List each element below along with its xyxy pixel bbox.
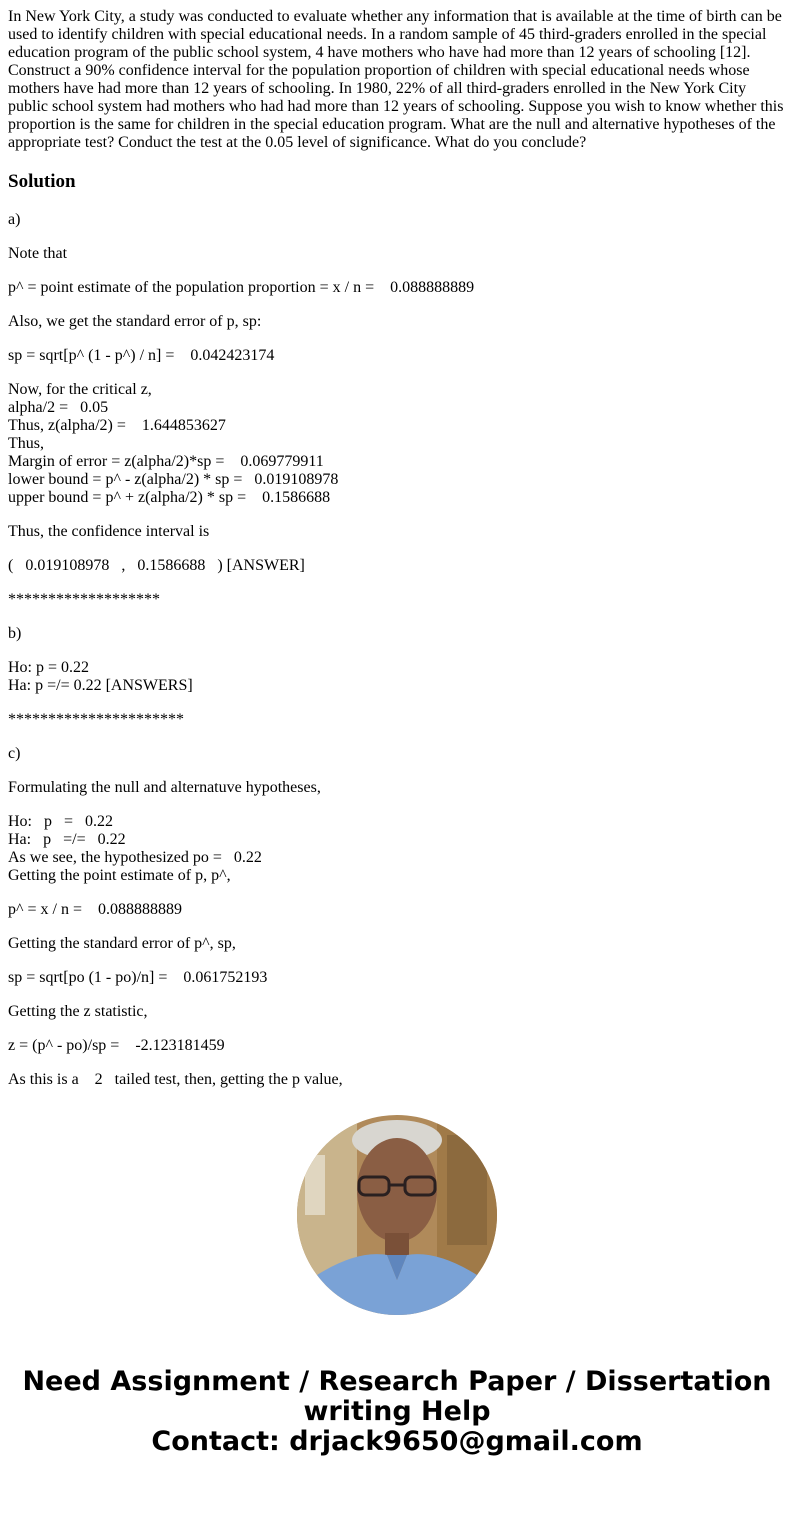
cta-contact: Contact: drjack9650@gmail.com [151,1426,643,1457]
assignment-help-banner [8,1367,786,1457]
separator: ******************* [8,591,160,608]
part-c-label: c) [8,745,21,762]
separator: ********************** [8,711,184,728]
part-a-note: Note that [8,245,68,262]
part-c-point-estimate: p^ = x / n = 0.088888889 [8,901,182,918]
part-c-formulating: Formulating the null and alternatuve hypotheses, [8,779,321,796]
question-text: In New York City, a study was conducted to evaluate whether any information that is available at the time of birth can be used to identify children with special educational needs. In a random sample of 45 third-graders enrolled in the special education program of the public school system, 4 have mothers who have had more than 12 years of schooling [12]. Construct a 90% confidence interval for the population proportion of children with special educational needs whose mothers have had more than 12 years of schooling. In 1980, 22% of all third-graders enrolled in the New York City public school system had mothers who had had more than 12 years of schooling. Suppose you wish to know whether this proportion is the same for children in the special education program. What are the null and alternative hypotheses of the appropriate test? Conduct the test at the 0.05 level of significance. What do you conclude? [8,8,784,151]
part-b-hypotheses: Ho: p = 0.22 Ha: p =/= 0.22 [ANSWERS] [8,659,193,694]
cta-line-1: Need Assignment / Research Paper / Dissertation [22,1366,772,1397]
part-c-se: sp = sqrt[po (1 - po)/n] = 0.061752193 [8,969,268,986]
part-c-z-intro: Getting the z statistic, [8,1003,148,1020]
part-a-label: a) [8,211,21,228]
tutor-avatar [297,1115,497,1315]
part-c-z: z = (p^ - po)/sp = -2.123181459 [8,1037,225,1054]
part-a-point-estimate: p^ = point estimate of the population proportion = x / n = 0.088888889 [8,279,475,296]
part-a-critical-block: Now, for the critical z, alpha/2 = 0.05 Thus, z(alpha/2) = 1.644853627 Thus, Margin of error = z(alpha/2)*sp = 0.069779911 lower bound = p^ - z(alpha/2) * sp = 0.019108978 upper bound = p^ + z(alpha/2) * sp = 0.1586688 [8,381,339,506]
part-c-hypotheses-block: Ho: p = 0.22 Ha: p =/= 0.22 As we see, the hypothesized po = 0.22 Getting the point estimate of p, p^, [8,813,262,884]
part-a-ci-answer: ( 0.019108978 , 0.1586688 ) [ANSWER] [8,557,305,574]
part-a-ci-intro: Thus, the confidence interval is [8,523,210,540]
solution-heading: Solution [8,171,76,192]
part-a-se-intro: Also, we get the standard error of p, sp: [8,313,262,330]
cta-line-2: writing Help [303,1396,491,1427]
part-c-p-value-intro: As this is a 2 tailed test, then, getting the p value, [8,1071,343,1088]
part-b-label: b) [8,625,22,642]
part-c-se-intro: Getting the standard error of p^, sp, [8,935,236,952]
part-a-se: sp = sqrt[p^ (1 - p^) / n] = 0.042423174 [8,347,275,364]
avatar-photo-icon [297,1115,497,1315]
